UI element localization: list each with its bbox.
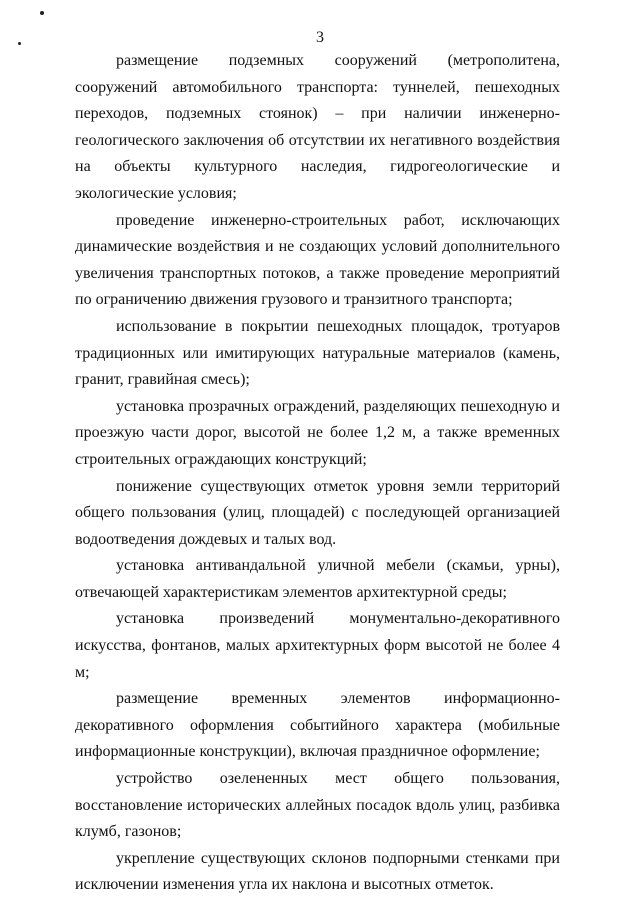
- paragraph: размещение временных элементов информационно-декоративного оформления событийного характера (мобильные информационные конструкции), включая праздничное оформление;: [75, 690, 560, 761]
- scan-speck: [40, 11, 44, 15]
- paragraph: использование в покрытии пешеходных площадок, тротуаров традиционных или имитирующих натуральные материалов (камень, гранит, гравийная смесь);: [75, 317, 560, 389]
- paragraph: укрепление существующих склонов подпорными стенками при исключении изменения угла их наклона и высотных отметок.: [75, 849, 560, 894]
- paragraph: установка прозрачных ограждений, разделяющих пешеходную и проезжую части дорог, высотой не более 1,2 м, а также временных строительных ограждающих конструкций;: [75, 397, 560, 468]
- paragraph: размещение подземных сооружений (метрополитена, сооружений автомобильного транспорта: туннелей, пешеходных переходов, подземных стоянок) – при наличии инженерно-геологического заключения об отсутствии их негативного воздействия на объекты культурного наследия, гидрогеологические и экологические условия;: [75, 52, 560, 202]
- document-body: [75, 48, 560, 899]
- paragraph: установка антивандальной уличной мебели (скамьи, урны), отвечающей характеристикам элементов архитектурной среды;: [75, 557, 560, 601]
- paragraph: проведение инженерно-строительных работ, исключающих динамические воздействия и не создающих условий дополнительного увеличения транспортных потоков, а также проведение мероприятий по ограничению движения грузового и транзитного транспорта;: [75, 211, 560, 309]
- paragraph: понижение существующих отметок уровня земли территорий общего пользования (улиц, площадей) с последующей организацией водоотведения дождевых и талых вод.: [75, 477, 560, 548]
- paragraph: установка произведений монументально-декоративного искусства, фонтанов, малых архитектурных форм высотой не более 4 м;: [75, 610, 560, 681]
- page-number: 3: [316, 29, 324, 46]
- paragraph: устройство озелененных мест общего пользования, восстановление исторических аллейных посадок вдоль улиц, разбивка клумб, газонов;: [75, 770, 560, 841]
